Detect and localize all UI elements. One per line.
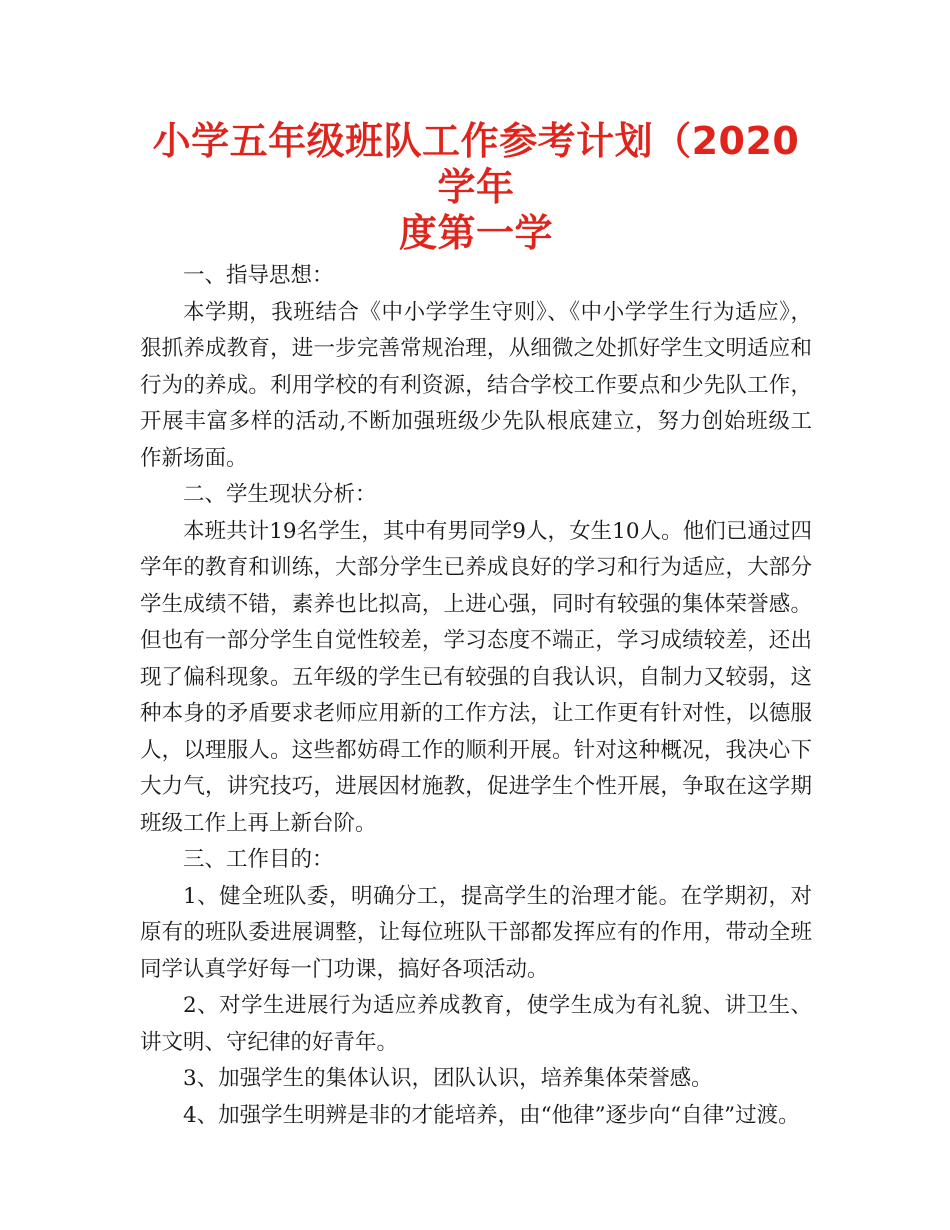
paragraph-goal-2: 2、对学生进展行为适应养成教育，使学生成为有礼貌、讲卫生、讲文明、守纪律的好青年。	[140, 993, 812, 1055]
paragraph-goal-3: 3、加强学生的集体认识，团队认识，培养集体荣誉感。	[183, 1066, 713, 1091]
paragraph-goal-1: 1、健全班队委，明确分工，提高学生的治理才能。在学期初，对原有的班队委进展调整，让每位班队干部都发挥应有的作用，带动全班同学认真学好每一门功课，搞好各项活动。	[140, 883, 812, 982]
title-line-1: 小学五年级班队工作参考计划（2020学年	[152, 119, 800, 209]
paragraph-guiding-ideology: 本学期，我班结合《中小学学生守则》、《中小学学生行为适应》，狠抓养成教育，进一步完善常规治理，从细微之处抓好学生文明适应和行为的养成。利用学校的有利资源，结合学校工作要点和少先队工作，开展丰富多样的活动,不断加强班级少先队根底建立，努力创始班级工作新场面。	[140, 299, 812, 471]
section-heading-work-goals: 三、工作目的：	[183, 847, 334, 872]
section-heading-guiding-ideology: 一、指导思想：	[183, 263, 334, 288]
paragraph-goal-4: 4、加强学生明辨是非的才能培养，由“他律”逐步向“自律”过渡。	[183, 1102, 800, 1128]
document-title	[140, 118, 812, 256]
document-page	[140, 118, 812, 1134]
title-line-2: 度第一学	[398, 211, 553, 255]
paragraph-student-analysis: 本班共计19名学生，其中有男同学9人，女生10人。他们已通过四学年的教育和训练，大部分学生已养成良好的学习和行为适应，大部分学生成绩不错，素养也比拟高，上进心强，同时有较强的集体荣誉感。但也有一部分学生自觉性较差，学习态度不端正，学习成绩较差，还出现了偏科现象。五年级的学生已有较强的自我认识，自制力又较弱，这种本身的矛盾要求老师应用新的工作方法，让工作更有针对性，以德服人，以理服人。这些都妨碍工作的顺利开展。针对这种概况，我决心下大力气，讲究技巧，进展因材施教，促进学生个性开展，争取在这学期班级工作上再上新台阶。	[140, 518, 812, 836]
section-heading-student-analysis: 二、学生现状分析：	[183, 482, 377, 507]
